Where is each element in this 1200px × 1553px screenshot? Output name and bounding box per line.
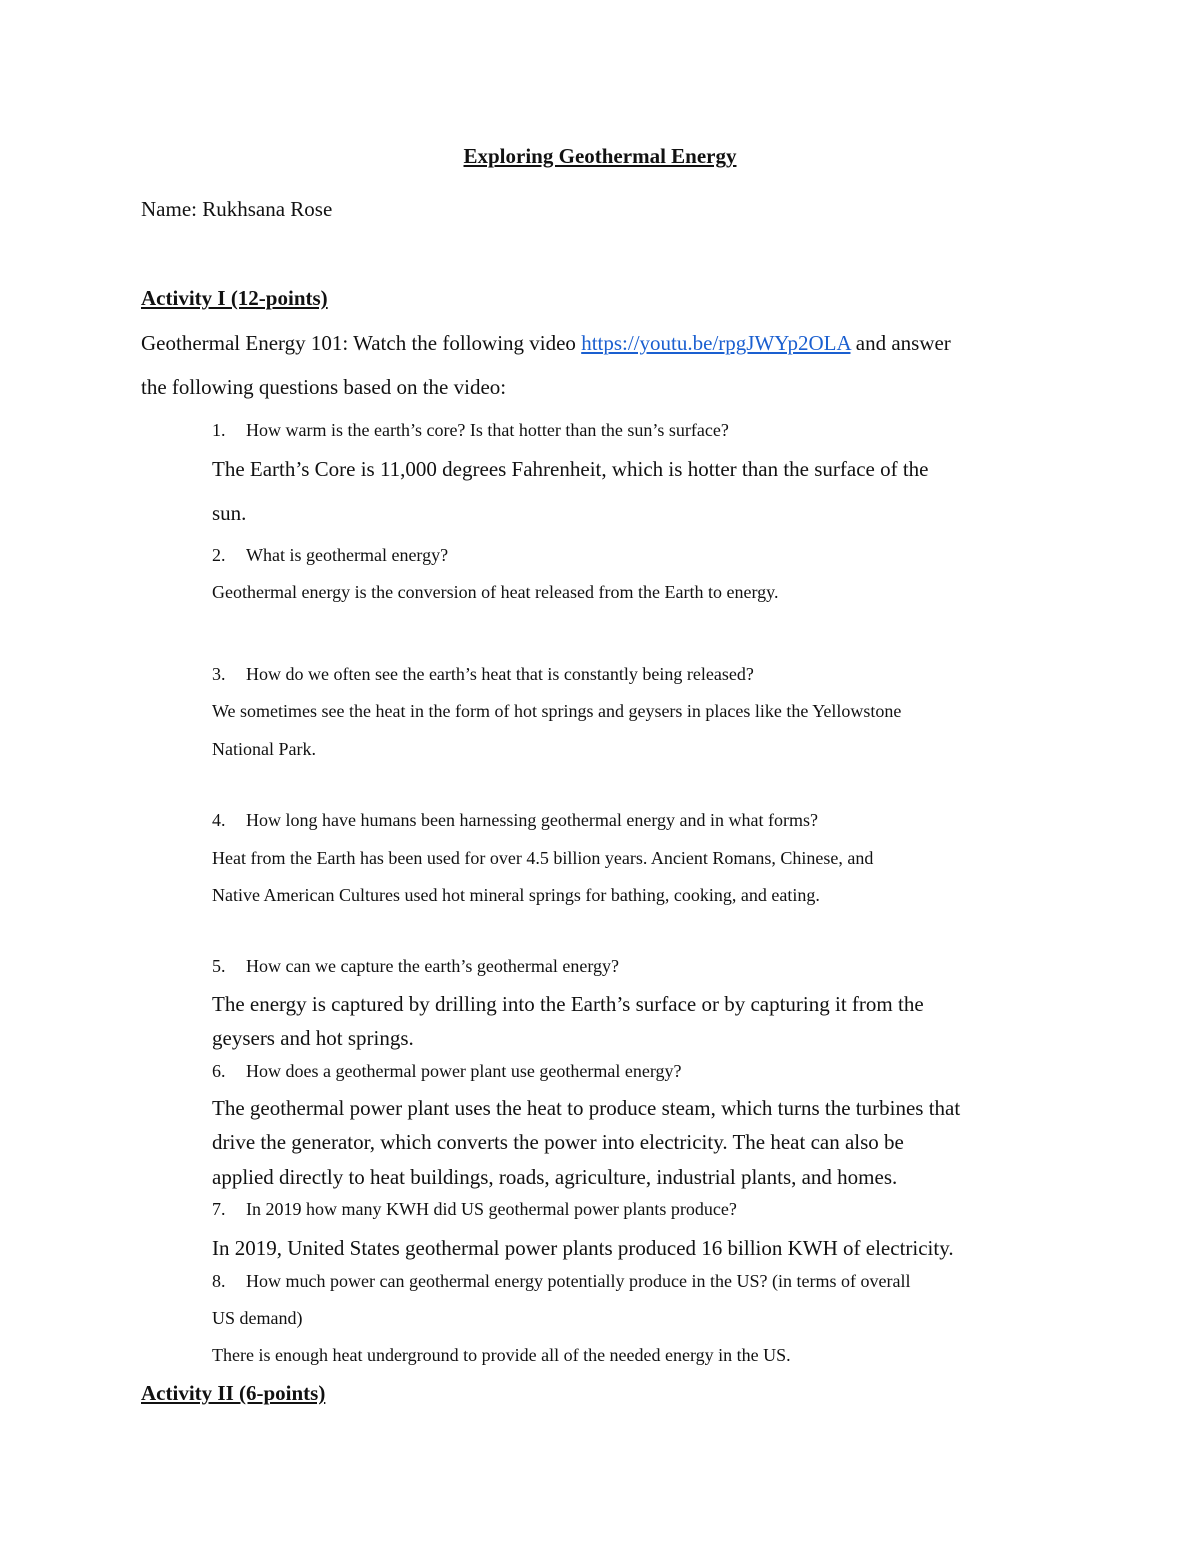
- answer-line: Native American Cultures used hot mineral springs for bathing, cooking, and eating.: [212, 885, 820, 905]
- answer-line: The geothermal power plant uses the heat to produce steam, which turns the turbines that: [212, 1096, 961, 1120]
- question-number: 5.: [212, 956, 226, 976]
- answer-line: Heat from the Earth has been used for over 4.5 billion years. Ancient Romans, Chinese, and: [212, 848, 874, 868]
- answer-line: In 2019, United States geothermal power plants produced 16 billion KWH of electricity.: [212, 1236, 954, 1260]
- answer-line: applied directly to heat buildings, roads, agriculture, industrial plants, and homes.: [212, 1165, 898, 1189]
- question-text: How long have humans been harnessing geothermal energy and in what forms?: [246, 810, 819, 830]
- answer-line: The energy is captured by drilling into the Earth’s surface or by capturing it from the: [212, 992, 924, 1016]
- question-text: How much power can geothermal energy potentially produce in the US? (in terms of overall: [246, 1271, 911, 1291]
- student-name: Name: Rukhsana Rose: [141, 197, 333, 221]
- question-number: 1.: [212, 420, 226, 440]
- question-text: How does a geothermal power plant use geothermal energy?: [246, 1061, 682, 1081]
- question-number: 2.: [212, 545, 226, 565]
- question-number: 8.: [212, 1271, 226, 1291]
- answer-line: Geothermal energy is the conversion of heat released from the Earth to energy.: [212, 582, 779, 602]
- question-number: 4.: [212, 810, 226, 830]
- question-text: In 2019 how many KWH did US geothermal power plants produce?: [246, 1199, 737, 1219]
- activity-1-heading: Activity I (12-points): [141, 286, 328, 310]
- answer-line: National Park.: [212, 739, 316, 759]
- activity-1-intro-line-1: [141, 333, 951, 354]
- answer-line: drive the generator, which converts the power into electricity. The heat can also be: [212, 1130, 904, 1154]
- answer-line: The Earth’s Core is 11,000 degrees Fahrenheit, which is hotter than the surface of the: [212, 457, 929, 481]
- answer-line: sun.: [212, 501, 247, 525]
- question-text: How warm is the earth’s core? Is that hotter than the sun’s surface?: [246, 420, 729, 440]
- question-text: How can we capture the earth’s geothermal energy?: [246, 956, 619, 976]
- intro-text-end: and answer: [850, 331, 951, 355]
- video-link[interactable]: https://youtu.be/rpgJWYp2OLA: [581, 331, 851, 355]
- question-number: 7.: [212, 1199, 226, 1219]
- question-number: 6.: [212, 1061, 226, 1081]
- intro-text: Geothermal Energy 101: Watch the following video: [141, 331, 582, 355]
- question-text: How do we often see the earth’s heat that is constantly being released?: [246, 664, 754, 684]
- activity-2-heading: Activity II (6-points): [141, 1381, 326, 1405]
- activity-1-intro-line-2: the following questions based on the video:: [141, 375, 507, 399]
- answer-line: geysers and hot springs.: [212, 1026, 414, 1050]
- question-number: 3.: [212, 664, 226, 684]
- answer-line: There is enough heat underground to provide all of the needed energy in the US.: [212, 1345, 791, 1365]
- answer-line: We sometimes see the heat in the form of hot springs and geysers in places like the Yellowstone: [212, 701, 902, 721]
- question-text: What is geothermal energy?: [246, 545, 449, 565]
- question-text: US demand): [212, 1308, 303, 1328]
- document-title: Exploring Geothermal Energy: [463, 144, 737, 168]
